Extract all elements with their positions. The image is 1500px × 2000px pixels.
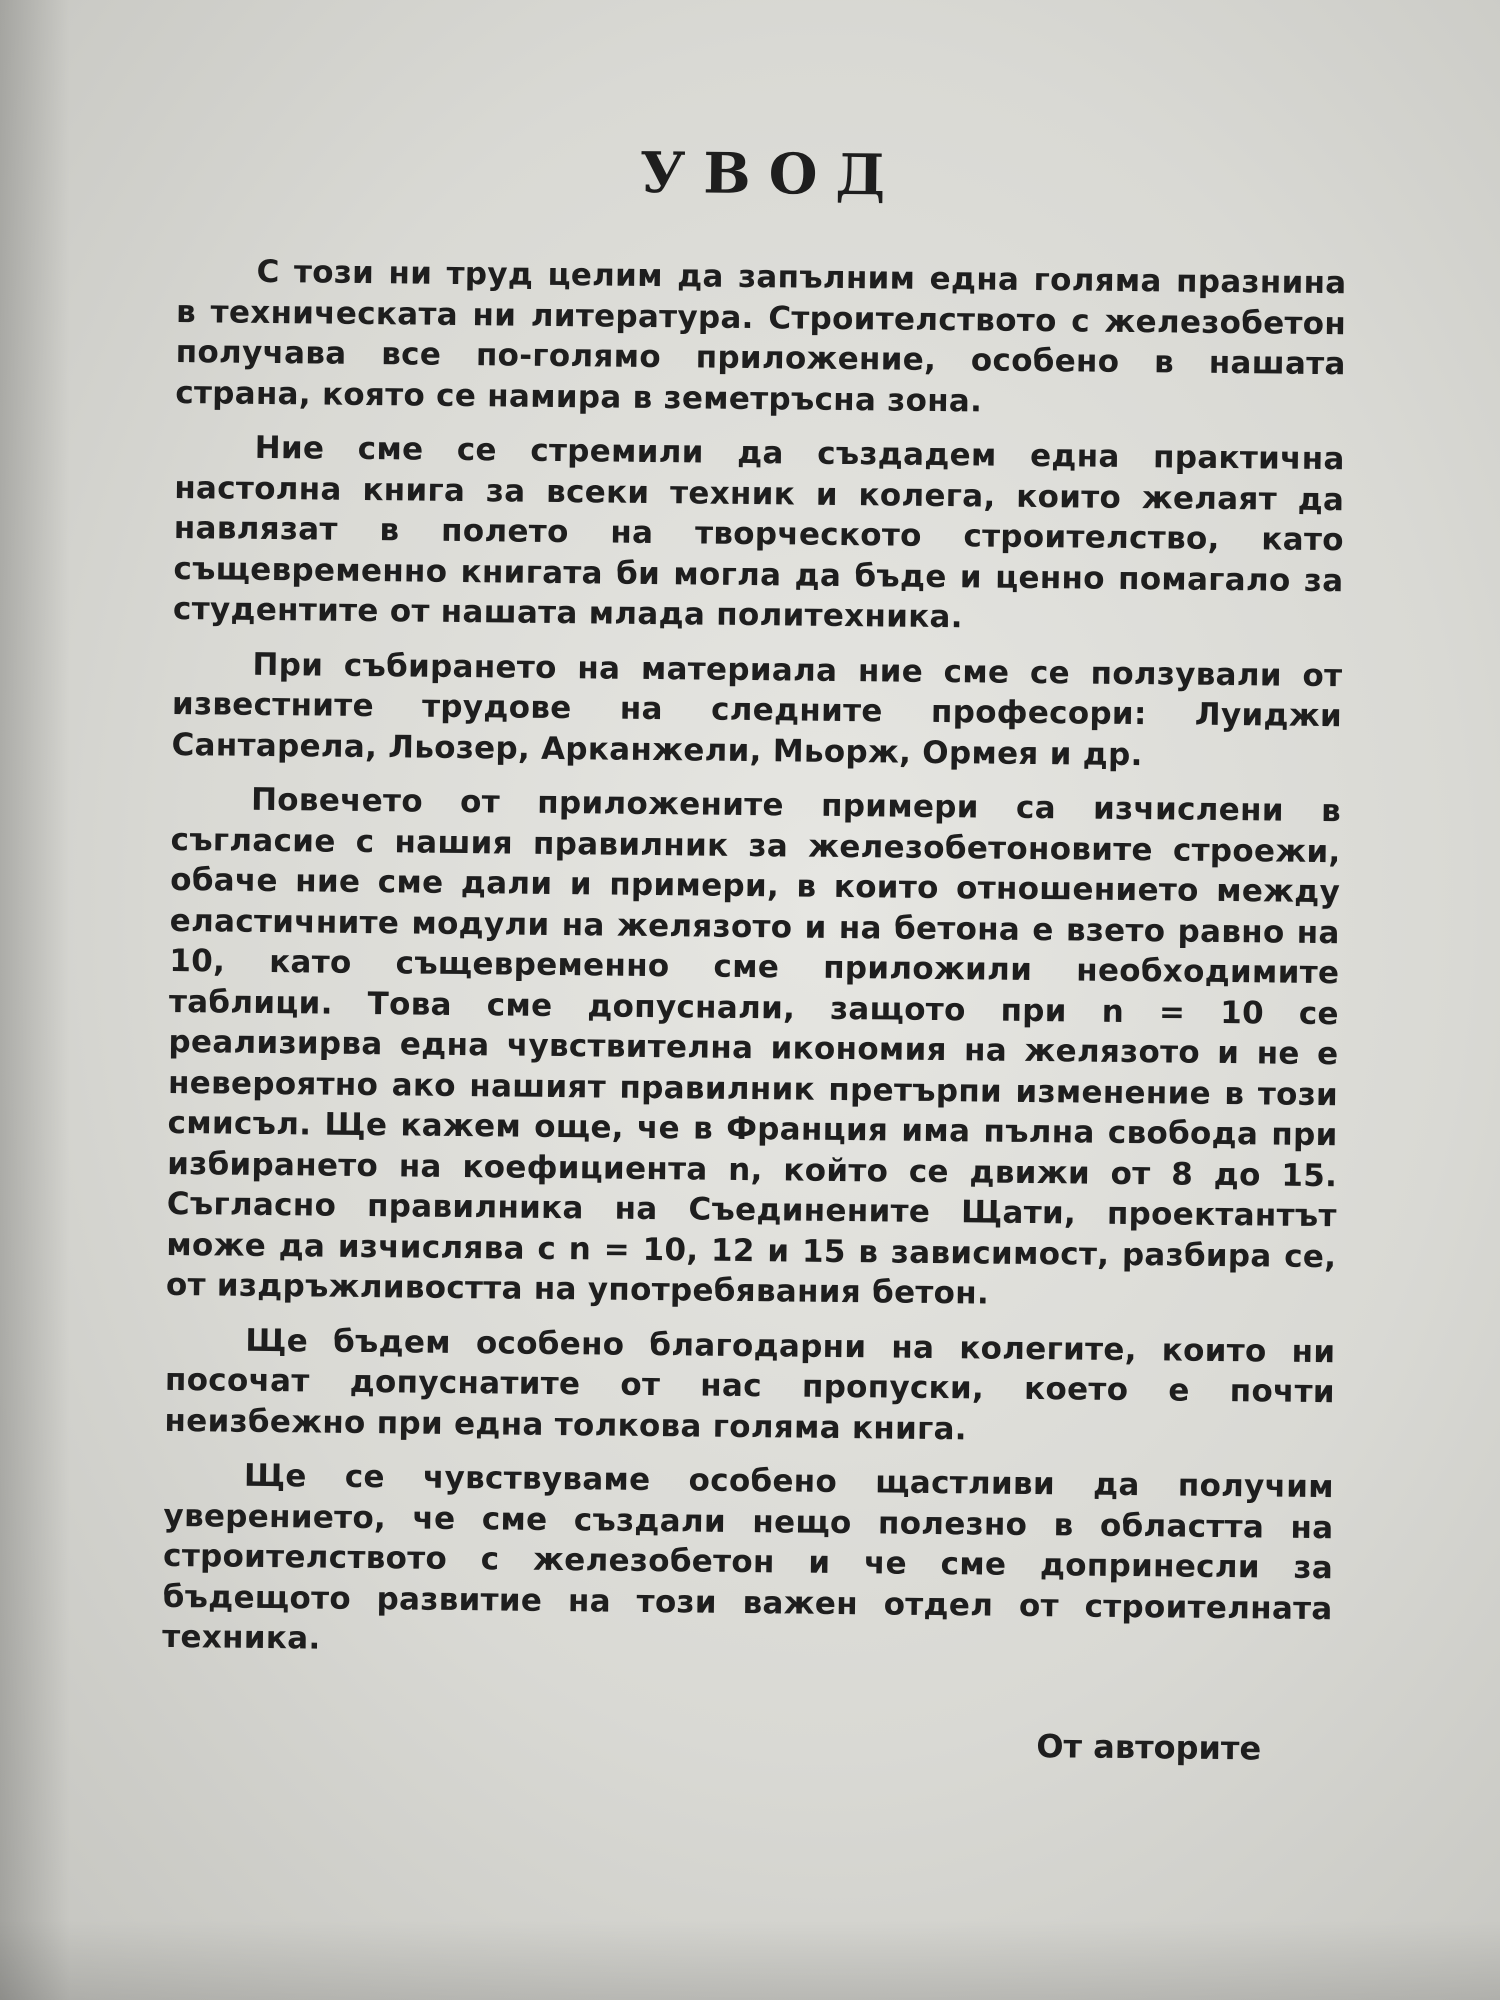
page-title: УВОД	[639, 139, 904, 209]
page-bottom-shadow	[0, 1920, 1500, 2000]
paragraph-5: Ще бъдем особено благодарни на колегите, които ни посочат допуснатите от нас пропуски, което е почти неизбежно при една толкова голяма книга.	[164, 1322, 1336, 1447]
page-text	[161, 135, 1348, 1768]
paragraph-3: При събирането на материала ние сме се ползували от известните трудове на следните професори: Луиджи Сантарела, Льозер, Арканжели, Мьорж, Ормея и др.	[171, 646, 1343, 773]
paragraph-1: С този ни труд целим да запълним една голяма празнина в техническата ни литература. Строителството с железобетон получава все по-голямо приложение, особено в нашата страна, която се намира в земетръсна зона.	[175, 253, 1347, 419]
page-edge-shadow	[0, 0, 70, 2000]
paragraph-2: Ние сме се стремили да създадем една практична настолна книга за всеки техник и колега, които желаят да навлязат в полето на творческото строителство, като същевременно книгата би могла да бъде и ценно помагало за студентите от нашата млада политехника.	[172, 429, 1345, 636]
signature: От авторите	[1036, 1726, 1262, 1767]
paragraph-4: Повечето от приложените примери са изчислени в съгласие с нашия правилник за железобетоновите строежи, обаче ние сме дали и примери, в които отношението между еластичните модули на желязото и на бетона е взето равно на 10, като същевременно сме приложили необходимите таблици. Това сме допуснали, защото при n = 10 се реализирва една чувствителна икономия на желязото и не е невероятно ако нашият правилник претърпи изменение в този смисъл. Ще кажем още, че в Франция има пълна свобода при избирането на коефициента n, който се движи от 8 до 15. Съгласно правилника на Съединените Щати, проектантът може да изчислява с n = 10, 12 и 15 в зависимост, разбира се, от издръжливостта на употребявания бетон.	[165, 781, 1342, 1312]
paragraph-6: Ще се чувствуваме особено щастливи да получим уверението, че сме създали нещо полезно в областта на строителството с железобетон и че сме допринесли за бъдещото развитие на този важен отдел от строителната техника.	[162, 1457, 1335, 1657]
